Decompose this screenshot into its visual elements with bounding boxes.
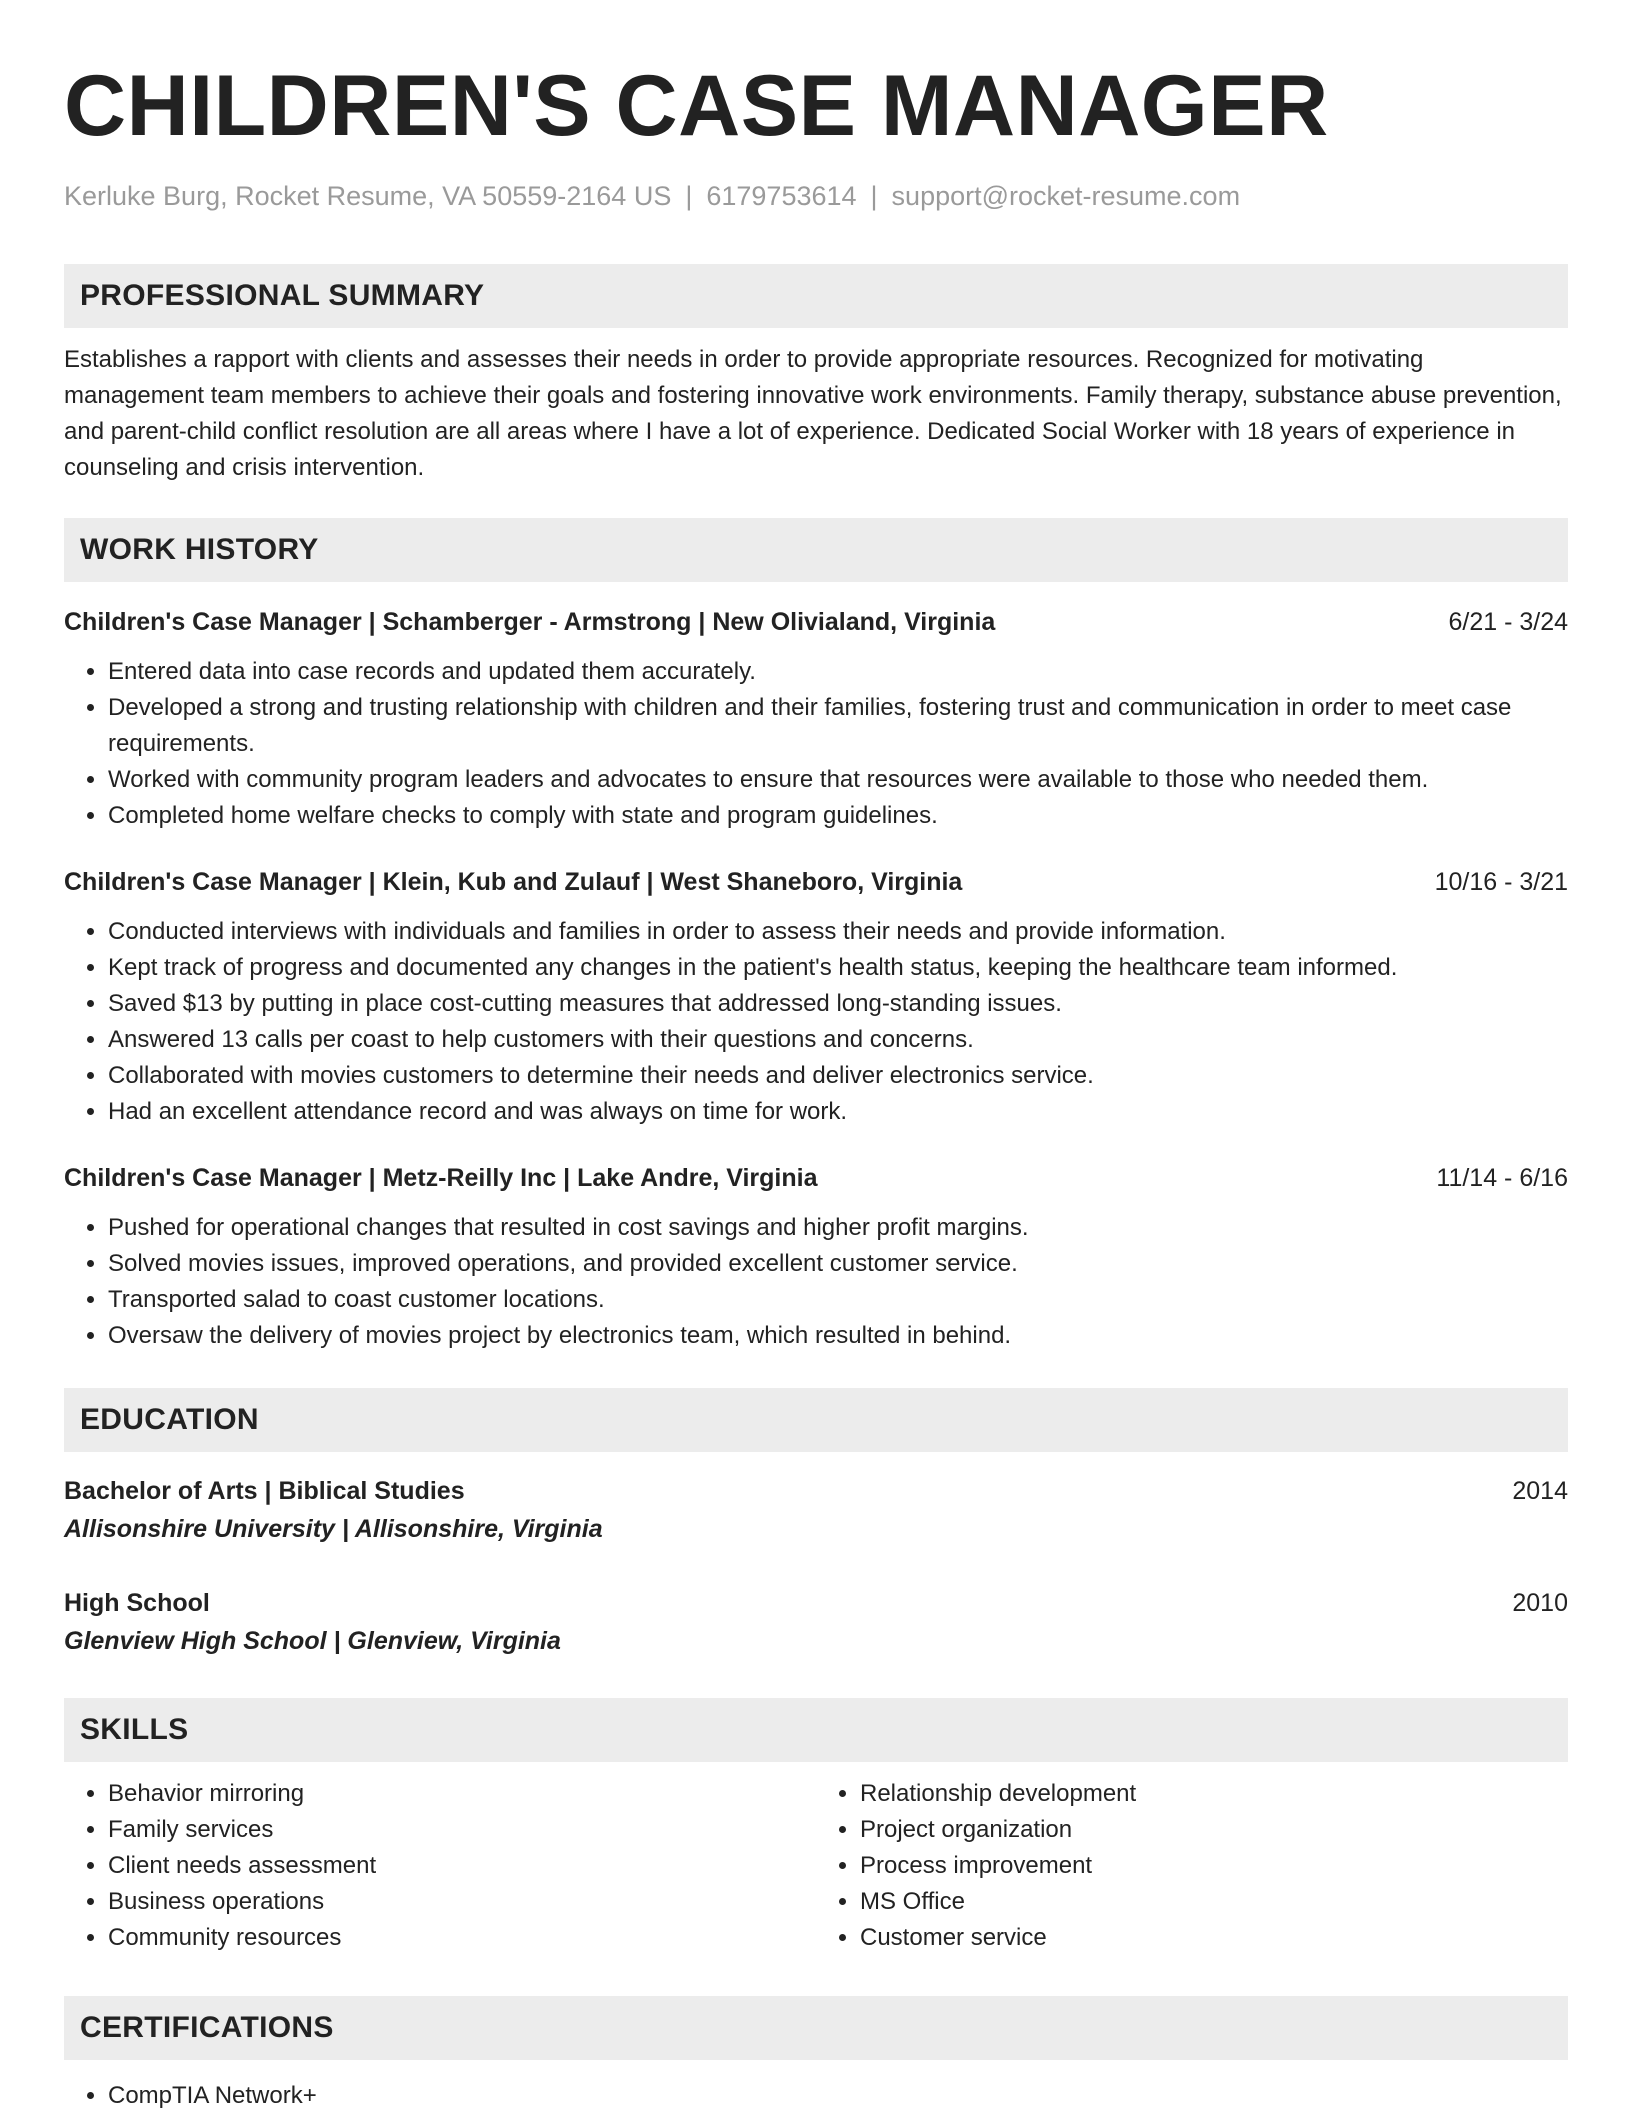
skill-item: • MS Office [860,1884,1568,1920]
skill-item: • Customer service [860,1920,1568,1956]
job-title: Children's Case Manager | Schamberger - Armstrong | New Olivialand, Virginia [64,608,996,636]
education-degree: High School [64,1589,210,1617]
job-title: Children's Case Manager | Klein, Kub and Zulauf | West Shaneboro, Virginia [64,868,963,896]
education-entry [64,1584,1568,1660]
job-bullet: • Collaborated with movies customers to determine their needs and deliver electronics service. [108,1058,1568,1094]
contact-line [64,178,1568,214]
skill-item: • Client needs assessment [108,1848,816,1884]
education-entry [64,1472,1568,1548]
education-year: 2010 [1512,1589,1568,1617]
contact-separator: | [685,181,693,211]
job-bullet: • Oversaw the delivery of movies project by electronics team, which resulted in behind. [108,1318,1568,1354]
job-bullet: • Solved movies issues, improved operations, and provided excellent customer service. [108,1246,1568,1282]
contact-email: support@rocket-resume.com [891,181,1241,211]
job-header [64,604,1568,640]
job-entry [64,864,1568,1130]
job-bullets [64,914,1568,1130]
certifications-list [64,2078,1568,2114]
job-bullet: • Transported salad to coast customer locations. [108,1282,1568,1318]
resume-name: CHILDREN'S CASE MANAGER [64,58,1329,154]
education-header [64,1472,1568,1510]
job-dates: 6/21 - 3/24 [1448,608,1568,636]
job-bullet: • Kept track of progress and documented any changes in the patient's health status, keeping the healthcare team informed. [108,950,1568,986]
job-bullets [64,654,1568,834]
job-header [64,864,1568,900]
section-heading-skills: SKILLS [64,1698,1568,1762]
skill-item: • Family services [108,1812,816,1848]
contact-address: Kerluke Burg, Rocket Resume, VA 50559-2164 US [64,181,672,211]
education-school: Allisonshire University | Allisonshire, Virginia [64,1515,603,1543]
job-bullet: • Developed a strong and trusting relationship with children and their families, fostering trust and communication in order to meet case requirements. [108,690,1568,762]
section-heading-work-history: WORK HISTORY [64,518,1568,582]
job-bullets [64,1210,1568,1354]
education-school: Glenview High School | Glenview, Virginia [64,1627,561,1655]
education-year: 2014 [1512,1477,1568,1505]
section-heading-certifications: CERTIFICATIONS [64,1996,1568,2060]
job-bullet: • Answered 13 calls per coast to help customers with their questions and concerns. [108,1022,1568,1058]
contact-separator: | [870,181,878,211]
skill-item: • Business operations [108,1884,816,1920]
education-header [64,1584,1568,1622]
skills-list-left [64,1776,816,1956]
job-bullet: • Conducted interviews with individuals and families in order to assess their needs and provide information. [108,914,1568,950]
job-entry [64,1160,1568,1354]
job-title: Children's Case Manager | Metz-Reilly Inc | Lake Andre, Virginia [64,1164,818,1192]
skill-item: • Project organization [860,1812,1568,1848]
job-bullet: • Entered data into case records and updated them accurately. [108,654,1568,690]
job-entry [64,604,1568,834]
job-bullet: • Worked with community program leaders and advocates to ensure that resources were available to those who needed them. [108,762,1568,798]
certification-item: • CompTIA Network+ [108,2078,1568,2114]
job-bullet: • Had an excellent attendance record and was always on time for work. [108,1094,1568,1130]
skill-item: • Behavior mirroring [108,1776,816,1812]
summary-text: Establishes a rapport with clients and assesses their needs in order to provide appropriate resources. Recognized for motivating management team members to achieve their goals and fostering innovative work environments. Family therapy, substance abuse prevention, and parent-child conflict resolution are all areas where I have a lot of experience. Dedicated Social Worker with 18 years of experience in counseling and crisis intervention. [64,346,1562,481]
job-dates: 11/14 - 6/16 [1436,1164,1568,1192]
job-bullet: • Pushed for operational changes that resulted in cost savings and higher profit margins. [108,1210,1568,1246]
section-heading-summary: PROFESSIONAL SUMMARY [64,264,1568,328]
contact-phone: 6179753614 [706,181,857,211]
skill-item: • Process improvement [860,1848,1568,1884]
skill-item: • Community resources [108,1920,816,1956]
skills-list-right [816,1776,1568,1956]
skills-columns [64,1776,1568,1956]
skill-item: • Relationship development [860,1776,1568,1812]
section-heading-education: EDUCATION [64,1388,1568,1452]
job-bullet: • Completed home welfare checks to comply with state and program guidelines. [108,798,1568,834]
job-bullet: • Saved $13 by putting in place cost-cutting measures that addressed long-standing issues. [108,986,1568,1022]
job-dates: 10/16 - 3/21 [1434,868,1568,896]
job-header [64,1160,1568,1196]
education-degree: Bachelor of Arts | Biblical Studies [64,1477,465,1505]
